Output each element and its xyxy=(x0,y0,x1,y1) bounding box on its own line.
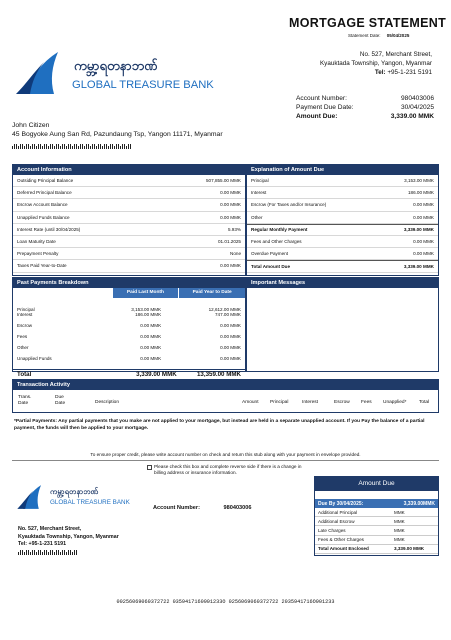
past-total-label: Total xyxy=(17,371,32,378)
barcode-bar xyxy=(120,146,121,149)
explanation-row xyxy=(247,248,438,260)
barcode-bar xyxy=(20,144,21,149)
account-info-label: Outsiding Principal Balance xyxy=(17,178,74,184)
bank-name-en: GLOBAL TREASURE BANK xyxy=(72,79,214,91)
stub-amount-line xyxy=(315,526,438,535)
col-paid-last-month: Paid Last Month xyxy=(113,288,179,298)
barcode-bar xyxy=(104,144,105,149)
barcode-bar xyxy=(74,550,75,555)
account-info-label: Unapplied Funds Balance xyxy=(17,214,70,220)
explanation-label: Interest xyxy=(251,190,267,196)
stub-amount-line xyxy=(315,508,438,517)
barcode-bar xyxy=(108,146,109,149)
explanation-row xyxy=(247,187,438,199)
explanation-value: 0.00 MMK xyxy=(413,251,434,257)
stub-due-by-value: 3,339.00MMK xyxy=(403,500,435,507)
account-info-value: 01.01.2025 xyxy=(218,239,241,245)
barcode-bar xyxy=(24,146,25,149)
barcode-bar xyxy=(46,550,47,555)
account-info-label: Deferred Principal Balance xyxy=(17,190,72,196)
important-messages-title: Important Messages xyxy=(247,278,438,288)
barcode-bar xyxy=(32,550,33,555)
barcode-bar xyxy=(102,146,103,149)
stub-amount-line-value: MMK xyxy=(394,527,405,533)
summary-account-number: 980403006 xyxy=(400,95,434,102)
account-information-title: Account Information xyxy=(13,165,245,175)
past-payment-year-to-date: 0.00 MMK xyxy=(220,322,241,328)
account-info-row xyxy=(13,199,245,211)
barcode-bar xyxy=(74,144,75,149)
account-info-row xyxy=(13,224,245,236)
stub-bank-name-local: ကမ္ဘာ့ရတနာဘဏ် xyxy=(50,487,99,496)
account-info-label: Interest Rate (until 30/04/2025) xyxy=(17,226,81,232)
tear-line xyxy=(12,460,439,461)
stub-amount-line-value: MMK xyxy=(394,509,405,515)
summary-amount-due: 3,339.00 MMK xyxy=(390,113,434,120)
stub-address-line1: No. 527, Merchant Street, xyxy=(18,526,82,532)
barcode-bar xyxy=(106,144,107,149)
address-change-text: Please check this box and complete reverse side if there is a change in billing address or insurance information. xyxy=(154,464,302,475)
barcode-bar xyxy=(60,146,61,149)
barcode-bar xyxy=(70,550,71,555)
account-info-value: None xyxy=(230,251,241,257)
transaction-activity-panel xyxy=(12,379,439,413)
micr-line: 00256069060372722 0359417160901233O 0256069060372722 2035941716O901233 xyxy=(116,599,335,605)
barcode-bar xyxy=(80,144,81,149)
barcode-bar xyxy=(22,550,23,555)
barcode-bar xyxy=(20,550,21,555)
bank-address-line2: Kyauktada Township, Yangon, Myanmar xyxy=(319,60,432,67)
stub-amount-line-label: Additional Escrow xyxy=(318,518,355,524)
bank-address-line1: No. 527, Merchant Street, xyxy=(359,51,432,58)
stub-due-by-label: Due By 30/04/2025: xyxy=(318,500,364,507)
barcode-bar xyxy=(36,146,37,149)
barcode-bar xyxy=(68,550,69,555)
explanation-row xyxy=(247,175,438,187)
barcode-bar xyxy=(36,552,37,555)
barcode-bar xyxy=(76,144,77,149)
col-paid-year-to-date: Paid Year to Date xyxy=(179,288,245,298)
barcode-bar xyxy=(12,146,13,149)
barcode-bar xyxy=(40,550,41,555)
barcode-bar xyxy=(94,144,95,149)
barcode-bar xyxy=(86,144,87,149)
barcode-bar xyxy=(18,146,19,149)
barcode-bar xyxy=(116,144,117,149)
bank-logo xyxy=(14,50,254,96)
explanation-panel xyxy=(246,164,439,276)
barcode-bar xyxy=(64,550,65,555)
address-change-checkbox[interactable] xyxy=(147,465,152,470)
stub-amount-line-label: Additional Principal xyxy=(318,509,358,515)
account-information-panel xyxy=(12,164,246,276)
past-total-ytd: 13,359.00 MMK xyxy=(196,371,241,378)
account-info-label: Escrow Account Balance xyxy=(17,202,68,208)
past-payment-row xyxy=(13,345,245,356)
bank-address xyxy=(320,50,432,77)
barcode-bar xyxy=(22,144,23,149)
account-info-row xyxy=(13,175,245,187)
col-fees: Fees xyxy=(361,400,372,405)
barcode-bar xyxy=(78,146,79,149)
col-total: Total xyxy=(419,400,430,405)
stub-amount-line xyxy=(315,517,438,526)
barcode-bar xyxy=(124,144,125,149)
account-info-row xyxy=(13,187,245,199)
barcode-bar xyxy=(114,146,115,149)
barcode-bar xyxy=(38,550,39,555)
bank-name-local: ကမ္ဘာ့ရတနာဘဏ် xyxy=(74,58,158,73)
barcode-bar xyxy=(90,146,91,149)
barcode-bar xyxy=(26,144,27,149)
barcode-bar xyxy=(32,144,33,149)
stub-amount-line xyxy=(315,536,438,545)
past-payment-year-to-date: 0.00 MMK xyxy=(220,355,241,361)
barcode-bar xyxy=(60,552,61,555)
barcode-bar xyxy=(84,146,85,149)
barcode-bar xyxy=(122,144,123,149)
stub-amount-due-panel xyxy=(314,476,439,556)
stub-bank-address xyxy=(18,526,119,549)
explanation-row xyxy=(247,260,438,272)
barcode-bar xyxy=(50,144,51,149)
past-payment-year-to-date: 12,612.00 MMK xyxy=(208,306,241,312)
barcode-bar xyxy=(30,552,31,555)
barcode-bar xyxy=(44,550,45,555)
account-info-label: Taxes Paid Year-to-Date xyxy=(17,263,67,269)
explanation-label: Escrow (For Taxes and/or Insurance) xyxy=(251,202,327,208)
barcode-bar xyxy=(88,144,89,149)
past-payment-row xyxy=(13,334,245,345)
stub-account-number-value: 980403006 xyxy=(223,505,252,511)
explanation-row xyxy=(247,224,438,236)
explanation-value: 0.00 MMK xyxy=(413,202,434,208)
explanation-title: Explanation of Amount Due xyxy=(247,165,438,175)
explanation-value: 3,339.00 MMK xyxy=(403,263,434,269)
col-interest: Interest xyxy=(302,400,318,405)
col-description: Description xyxy=(95,400,119,405)
past-payment-row xyxy=(13,312,245,323)
barcode-bar xyxy=(54,552,55,555)
statement-date-label: Statement Date: xyxy=(348,33,381,38)
customer-address: 45 Bogyoke Aung San Rd, Pazundaung Tsp, Yangon 11171, Myanmar xyxy=(12,131,223,138)
barcode-bar xyxy=(52,550,53,555)
barcode-bar xyxy=(16,144,17,149)
past-payment-year-to-date: 747.00 MMK xyxy=(214,311,241,317)
past-payments-total-row xyxy=(13,369,245,380)
past-payment-label: Escrow xyxy=(17,322,33,328)
barcode-bar xyxy=(62,144,63,149)
summary-account-number-label: Account Number: xyxy=(296,95,347,102)
barcode-bar xyxy=(96,146,97,149)
account-info-row xyxy=(13,260,245,272)
barcode-bar xyxy=(48,146,49,149)
explanation-label: Regular Monthly Payment xyxy=(251,227,308,233)
account-info-label: Prepayment Penalty xyxy=(17,251,59,257)
past-payment-last-month: 3,153.00 MMK xyxy=(131,306,162,312)
barcode-bar xyxy=(24,552,25,555)
stub-amount-line-value: 3,339.00 MMK xyxy=(394,546,425,552)
barcode-bar xyxy=(56,550,57,555)
past-payment-label: Principal xyxy=(17,306,35,312)
important-messages-panel xyxy=(246,277,439,372)
stub-tel: Tel: +95-1-231 5191 xyxy=(18,541,67,547)
sail-logo-icon xyxy=(14,50,70,96)
barcode-bar xyxy=(28,144,29,149)
barcode-bar xyxy=(64,144,65,149)
account-info-value: 0.00 MMK xyxy=(220,214,241,220)
col-principal: Principal xyxy=(270,400,289,405)
barcode-bar xyxy=(18,552,19,555)
barcode-bar xyxy=(68,144,69,149)
past-payment-label: Unapplied Funds xyxy=(17,355,52,361)
account-info-value: 507,855.00 MMK xyxy=(206,178,241,184)
past-payment-year-to-date: 0.00 MMK xyxy=(220,344,241,350)
account-info-value: 5.93% xyxy=(227,226,241,232)
statement-date xyxy=(348,33,409,38)
barcode-bar xyxy=(100,144,101,149)
past-payment-label: Other xyxy=(17,344,29,350)
stub-address-line2: Kyauktada Township, Yangon, Myanmar xyxy=(18,533,119,540)
barcode-bar xyxy=(66,552,67,555)
stub-postal-barcode xyxy=(18,550,78,555)
barcode-bar xyxy=(56,144,57,149)
stub-account-number xyxy=(153,505,252,511)
barcode-bar xyxy=(34,550,35,555)
explanation-row xyxy=(247,236,438,248)
barcode-bar xyxy=(128,144,129,149)
col-due-date: Due Date xyxy=(55,395,66,406)
explanation-value: 3,153.00 MMK xyxy=(404,178,434,184)
statement-date-value: 05/04/2025 xyxy=(386,33,410,38)
summary-amount-due-label: Amount Due: xyxy=(296,113,338,120)
barcode-bar xyxy=(126,146,127,149)
barcode-bar xyxy=(48,552,49,555)
partial-payments-note: *Partial Payments: Any partial payments that you make are not applied to your mortgage, but instead are held in a separate unapplied account. If you Pay the balance of a partial payment, the funds will then be applied to your mortgage. xyxy=(14,419,425,431)
barcode-bar xyxy=(42,552,43,555)
col-trans-date: Trans. Date xyxy=(18,395,32,406)
past-payments-panel xyxy=(12,277,246,378)
past-payment-row xyxy=(13,356,245,367)
summary-due-date-label: Payment Due Date: xyxy=(296,104,354,111)
stub-instruction: To ensure proper credit, please write account number on check and return this stub along with your payment in envelope provided. xyxy=(90,452,361,457)
col-unapplied: Unapplied* xyxy=(383,400,407,405)
col-amount: Amount xyxy=(242,400,259,405)
transaction-activity-title: Transaction Activity xyxy=(13,380,438,390)
barcode-bar xyxy=(44,144,45,149)
barcode-bar xyxy=(38,144,39,149)
past-payment-last-month: 0.00 MMK xyxy=(140,355,162,361)
barcode-bar xyxy=(66,146,67,149)
stub-amount-line-value: MMK xyxy=(394,518,405,524)
stub-sail-logo-icon xyxy=(16,484,48,510)
account-info-value: 0.00 MMK xyxy=(220,190,241,196)
barcode-bar xyxy=(82,144,83,149)
past-payment-label: Fees xyxy=(17,333,28,339)
barcode-bar xyxy=(54,146,55,149)
account-info-label: Loan Maturity Date xyxy=(17,239,56,245)
barcode-bar xyxy=(112,144,113,149)
account-summary xyxy=(296,94,434,121)
bank-tel-prefix: Tel: xyxy=(374,69,386,76)
barcode-bar xyxy=(58,144,59,149)
past-payment-label: Interest xyxy=(17,311,33,317)
barcode-bar xyxy=(26,550,27,555)
explanation-value: 186.00 MMK xyxy=(407,190,434,196)
barcode-bar xyxy=(34,144,35,149)
barcode-bar xyxy=(52,144,53,149)
stub-amount-line-value: MMK xyxy=(394,537,405,543)
past-total-last: 3,339.00 MMK xyxy=(136,371,177,378)
past-payment-last-month: 0.00 MMK xyxy=(140,322,162,328)
past-payment-last-month: 0.00 MMK xyxy=(140,333,162,339)
explanation-value: 0.00 MMK xyxy=(413,214,434,220)
barcode-bar xyxy=(58,550,59,555)
explanation-label: Total Amount Due xyxy=(251,263,291,269)
stub-amount-line xyxy=(315,545,438,554)
account-info-value: 0.00 MMK xyxy=(220,263,241,269)
barcode-bar xyxy=(76,550,77,555)
barcode-bar xyxy=(14,144,15,149)
barcode-bar xyxy=(42,146,43,149)
barcode-bar xyxy=(130,144,131,149)
bank-tel-number: +95-1-231 5191 xyxy=(387,69,432,76)
explanation-label: Other xyxy=(251,214,263,220)
stub-account-number-label: Account Number: xyxy=(153,505,200,511)
barcode-bar xyxy=(110,144,111,149)
past-payment-row xyxy=(13,323,245,334)
summary-due-date: 30/04/2025 xyxy=(400,104,434,111)
barcode-bar xyxy=(118,144,119,149)
barcode-bar xyxy=(46,144,47,149)
account-info-row xyxy=(13,236,245,248)
barcode-bar xyxy=(92,144,93,149)
past-payment-last-month: 186.00 MMK xyxy=(135,311,162,317)
barcode-bar xyxy=(50,550,51,555)
stub-bank-name-en: GLOBAL TREASURE BANK xyxy=(50,499,130,506)
postal-barcode xyxy=(12,144,132,150)
past-payment-last-month: 0.00 MMK xyxy=(140,344,162,350)
explanation-label: Overdue Payment xyxy=(251,251,289,257)
explanation-value: 3,339.00 MMK xyxy=(403,227,434,233)
bank-tel xyxy=(320,68,432,77)
transaction-columns xyxy=(13,390,438,412)
barcode-bar xyxy=(72,552,73,555)
account-info-value: 0.00 MMK xyxy=(220,202,241,208)
col-escrow: Escrow xyxy=(334,400,350,405)
explanation-label: Fees and Other Charges xyxy=(251,239,302,245)
barcode-bar xyxy=(62,550,63,555)
barcode-bar xyxy=(70,144,71,149)
explanation-label: Principal xyxy=(251,178,269,184)
account-info-row xyxy=(13,212,245,224)
statement-title: MORTGAGE STATEMENT xyxy=(289,16,447,30)
past-payments-title: Past Payments Breakdown xyxy=(13,278,245,288)
explanation-value: 0.00 MMK xyxy=(413,239,434,245)
barcode-bar xyxy=(28,550,29,555)
account-info-row xyxy=(13,248,245,260)
customer-block xyxy=(12,121,223,139)
stub-amount-line-label: Fees & Other Charges xyxy=(318,537,364,543)
customer-name: John Citizen xyxy=(12,122,50,129)
past-payment-year-to-date: 0.00 MMK xyxy=(220,333,241,339)
stub-amount-line-label: Total Amount Enclosed xyxy=(318,546,369,552)
barcode-bar xyxy=(72,146,73,149)
barcode-bar xyxy=(40,144,41,149)
barcode-bar xyxy=(98,144,99,149)
barcode-bar xyxy=(30,146,31,149)
stub-amount-line-label: Late Charges xyxy=(318,527,346,533)
stub-amount-due-title: Amount Due xyxy=(315,477,438,491)
explanation-row xyxy=(247,212,438,224)
stub-due-by-row xyxy=(315,499,438,508)
explanation-row xyxy=(247,199,438,211)
stub-bank-logo xyxy=(16,484,146,512)
